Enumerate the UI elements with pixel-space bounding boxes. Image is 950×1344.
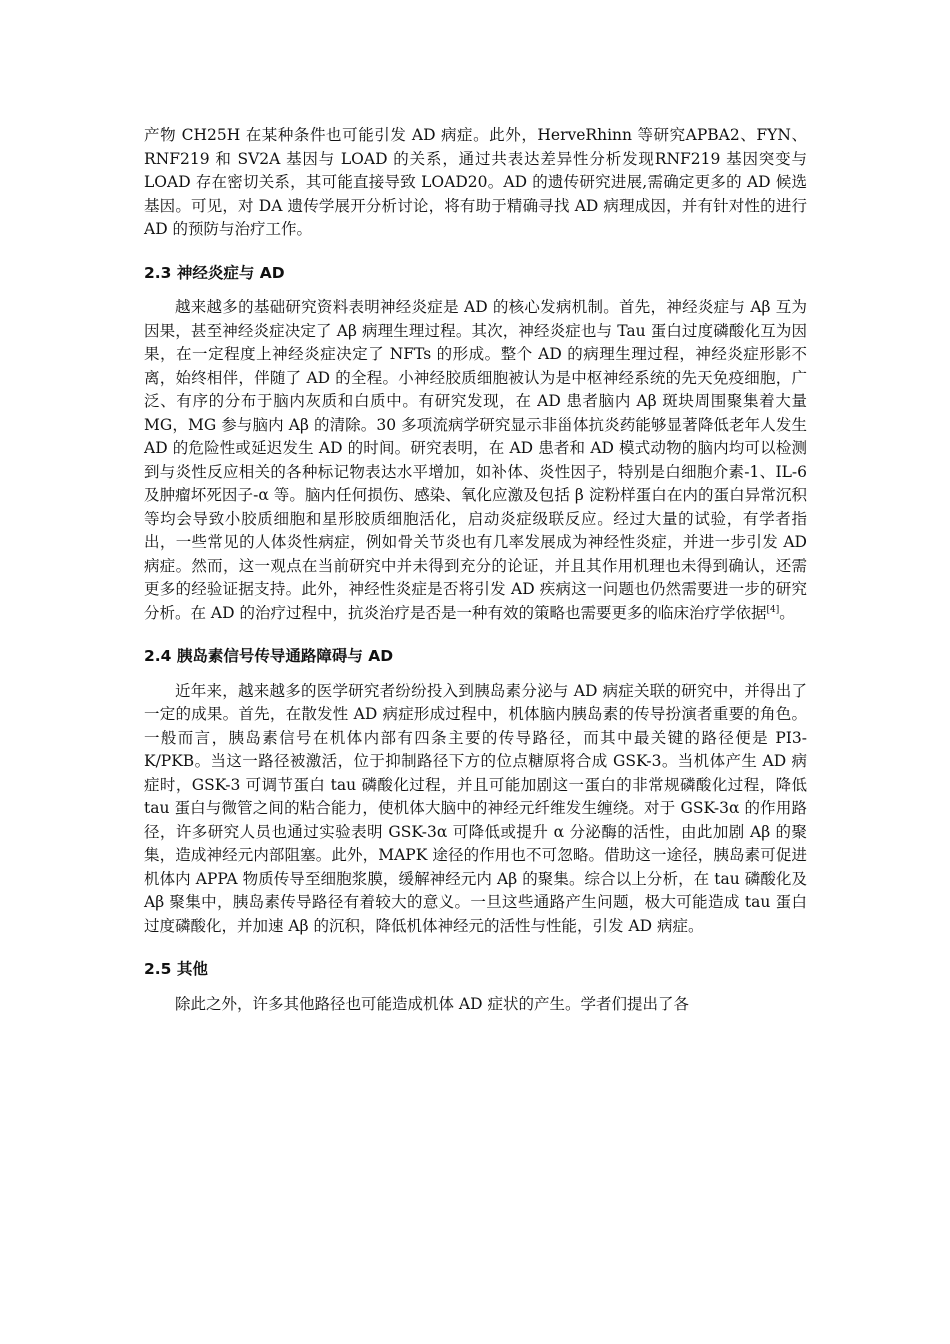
section-heading-2-3: 2.3 神经炎症与 AD [144,263,285,282]
section-2-3-tail: 。 [779,603,795,622]
section-2-5-paragraph: 除此之外，许多其他路径也可能造成机体 AD 症状的产生。学者们提出了各 [175,994,689,1013]
intro-paragraph: 产物 CH25H 在某种条件也可能引发 AD 病症。此外，HerveRhinn 等研究APBA2、FYN、RNF219 和 SV2A 基因与 LOAD 的关系，通过共表达差异性分析发现RNF219 基因突变与 LOAD 存在密切关系，其可能直接导致 LOAD20。AD 的遗传研究进展,需确定更多的 AD 候选基因。可见，对 DA 遗传学展开分析讨论，将有助于精确寻找 AD 病理成因，并有针对性的进行 AD 的预防与治疗工作。 [144,126,807,238]
spacer [144,242,807,252]
document-page [144,124,807,1016]
section-2-3-paragraph [144,296,807,625]
section-heading-2-4: 2.4 胰岛素信号传导通路障碍与 AD [144,647,394,665]
spacer [144,938,807,948]
section-heading-2-5: 2.5 其他 [144,960,208,978]
section-2-4-paragraph: 近年来，越来越多的医学研究者纷纷投入到胰岛素分泌与 AD 病症关联的研究中，并得出了一定的成果。首先，在散发性 AD 病症形成过程中，机体脑内胰岛素的传导扮演者重要的角色。一般而言，胰岛素信号在机体内部有四条主要的传导路径，而其中最关键的路径便是 PI3-K/PKB。当这一路径被激活，位于抑制路径下方的位点糖原将合成 GSK-3。当机体产生 AD 病症时，GSK-3 可调节蛋白 tau 磷酸化过程，并且可能加剧这一蛋白的非常规磷酸化过程，降低 tau 蛋白与微管之间的粘合能力，使机体大脑中的神经元纤维发生缠绕。对于 GSK-3α 的作用路径，许多研究人员也通过实验表明 GSK-3α 可降低或提升 α 分泌酶的活性，由此加剧 Aβ 的聚集，造成神经元内部阻塞。此外，MAPK 途径的作用也不可忽略。借助这一途径，胰岛素可促进机体内 APPA 物质传导至细胞浆膜，缓解神经元内 Aβ 的聚集。综合以上分析，在 tau 磷酸化及 Aβ 聚集中，胰岛素传导路径有着较大的意义。一旦这些通路产生问题，极大可能造成 tau 蛋白过度磷酸化，并加速 Aβ 的沉积，降低机体神经元的活性与性能，引发 AD 病症。 [144,681,807,935]
spacer [144,625,807,635]
section-2-3-body: 越来越多的基础研究资料表明神经炎症是 AD 的核心发病机制。首先，神经炎症与 Aβ 互为因果，甚至神经炎症决定了 Aβ 病理生理过程。其次，神经炎症也与 Tau 蛋白过度磷酸化互为因果，在一定程度上神经炎症决定了 NFTs 的形成。整个 AD 的病理生理过程，神经炎症形影不离，始终相伴，伴随了 AD 的全程。小神经胶质细胞被认为是中枢神经系统的先天免疫细胞，广泛、有序的分布于脑内灰质和白质中。有研究发现，在 AD 患者脑内 Aβ 斑块周围聚集着大量 MG，MG 参与脑内 Aβ 的清除。30 多项流病学研究显示非甾体抗炎药能够显著降低老年人发生 AD 的危险性或延迟发生 AD 的时间。研究表明，在 AD 患者和 AD 模式动物的脑内均可以检测到与炎性反应相关的各种标记物表达水平增加，如补体、炎性因子，特别是白细胞介素-1、IL-6 及肿瘤坏死因子-α 等。脑内任何损伤、感染、氧化应激及包括 β 淀粉样蛋白在内的蛋白异常沉积等均会导致小胶质细胞和星形胶质细胞活化，启动炎症级联反应。经过大量的试验，有学者指出，一些常见的人体炎性病症，例如骨关节炎也有几率发展成为神经性炎症，并进一步引发 AD 病症。然而，这一观点在当前研究中并未得到充分的论证，并且其作用机理也未得到确认，还需更多的经验证据支持。此外，神经性炎症是否将引发 AD 疾病这一问题也仍然需要进一步的研究分析。在 AD 的治疗过程中，抗炎治疗是否是一种有效的策略也需要更多的临床治疗学依据 [144,298,807,622]
citation-ref: [4] [766,604,780,615]
